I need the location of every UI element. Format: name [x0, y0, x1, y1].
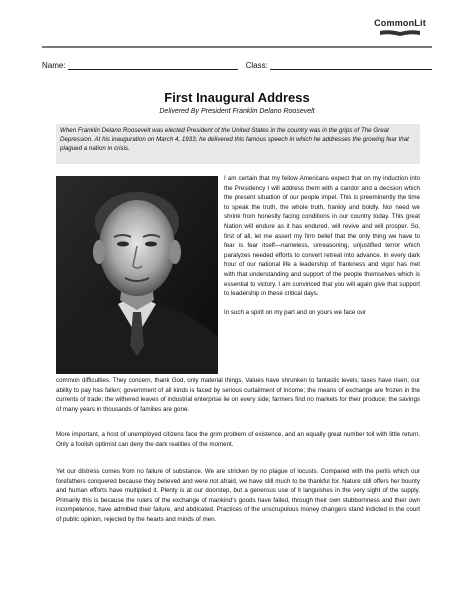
paragraph-2-continued — [56, 376, 420, 414]
portrait-illustration — [56, 176, 218, 374]
document-title: First Inaugural Address — [164, 90, 310, 105]
paragraph-1: I am certain that my fellow Americans expect that on my induction into the Presidency I will address them with a candor and a decision which the present situation of our people impel. This is preeminently the time to speak the truth, the whole truth, frankly and boldly. Nor need we shrink from honestly facing conditions in our country today. This great Nation will endure as it has endured, will revive and will prosper. So, first of all, let me assert my firm belief that the only thing we have to fear is fear itself—nameless, unreasoning, unjustified terror which paralyzes needed efforts to convert retreat into advance. In every dark hour of our national life a leadership of frankness and vigor has met with that understanding and support of the people themselves which is essential to victory. I am convinced that you will again give that support to leadership in these critical days. — [224, 175, 420, 298]
body-column-right — [224, 174, 420, 318]
roosevelt-portrait — [56, 176, 218, 374]
commonlit-logo — [370, 18, 430, 37]
document-byline: Delivered By President Franklin Delano Roosevelt — [159, 108, 315, 115]
book-icon — [378, 29, 422, 37]
name-label: Name: — [42, 61, 66, 70]
class-field[interactable] — [270, 60, 432, 70]
paragraph-3-block — [56, 430, 420, 449]
class-label: Class: — [245, 61, 268, 70]
brand-name: CommonLit — [374, 18, 426, 28]
intro-text: When Franklin Delano Roosevelt was elected President of the United States in the country was in the grips of The Great Depression. At his inauguration on March 4, 1933, he delivered this famous speech in which he addresses the growing fear that plagued a nation in crisis. — [60, 127, 409, 152]
paragraph-2-rest: common difficulties. They concern, thank God, only material things. Values have shrunken to fantastic levels; taxes have risen; our ability to pay has fallen; government of all kinds is faced by serious curtailment of income; the means of exchange are frozen in the currents of trade; the withered leaves of industrial enterprise lie on every side; farmers find no markets for their produce; the savings of many years in thousands of families are gone. — [56, 377, 420, 413]
header-rule — [42, 46, 432, 48]
student-info-row — [42, 56, 432, 70]
paragraph-3: More important, a host of unemployed citizens face the grim problem of existence, and an equally great number toil with little return. Only a foolish optimist can deny the dark realities of the moment. — [56, 431, 420, 448]
paragraph-4-block — [56, 467, 420, 525]
paragraph-2-start: In such a spirit on my part and on yours we face our — [224, 309, 367, 317]
intro-box — [56, 124, 420, 164]
paragraph-4: Yet our distress comes from no failure of substance. We are stricken by no plague of locusts. Compared with the perils which our forefathers conquered because they believed and were not afraid, we have still much to be thankful for. Nature still offers her bounty and human efforts have multiplied it. Plenty is at our doorstep, but a generous use of it languishes in the very sight of the supply. Primarily this is because the rulers of the exchange of mankind’s goods have failed, through their own stubbornness and their own incompetence, have admitted their failure, and abdicated. Practices of the unscrupulous money changers stand indicted in the court of public opinion, rejected by the hearts and minds of men. — [56, 468, 420, 523]
name-field[interactable] — [68, 60, 238, 70]
